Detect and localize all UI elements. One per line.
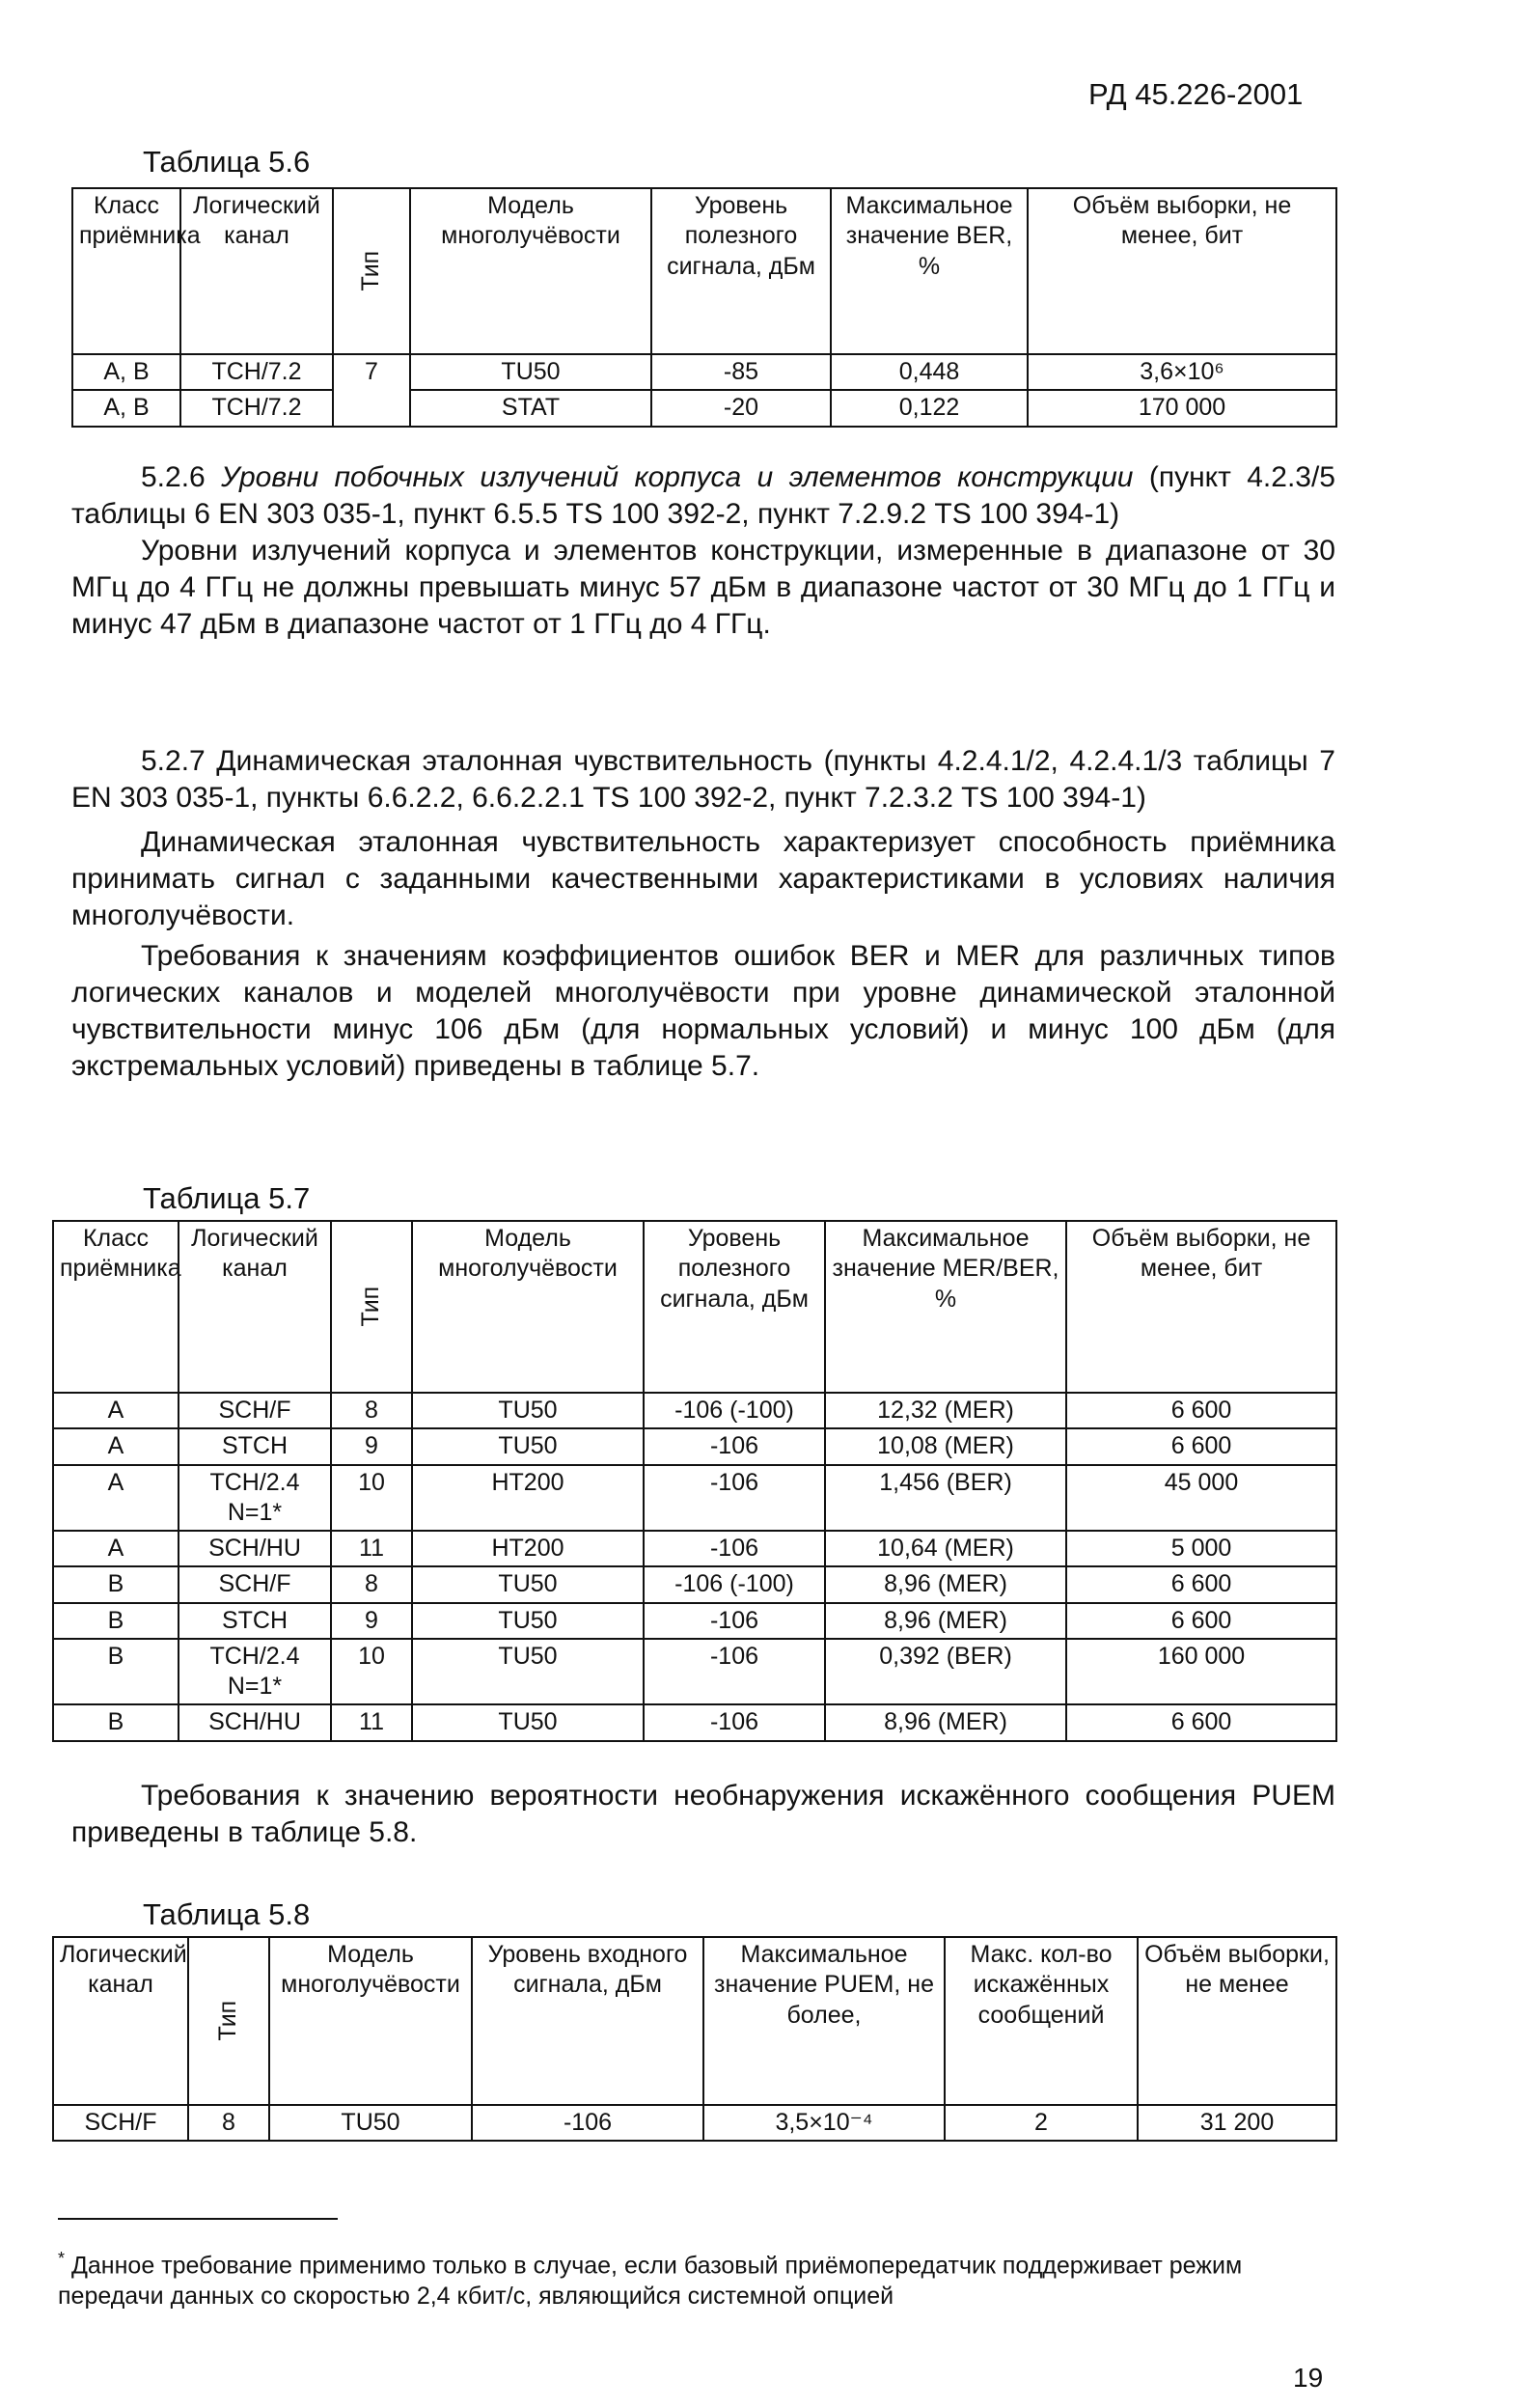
table-row (53, 1704, 1336, 1740)
section-5-2-6-number: 5.2.6 (141, 461, 206, 493)
table-5-6-header-level: Уровень полезного сигнала, дБм (651, 188, 831, 354)
puem-text: Требования к значению вероятности необнаружения искажённого сообщения PUEM приведены в таблице 5.8. (71, 1780, 1335, 1848)
table-5-6-header-ber: Максимальное значение BER, % (831, 188, 1028, 354)
table-row (72, 354, 1336, 390)
table-5-7-header-model: Модель многолучёвости (412, 1221, 644, 1393)
table-cell: SCH/F (179, 1393, 331, 1428)
table-cell: 10,64 (MER) (825, 1531, 1066, 1566)
table-cell: 9 (331, 1603, 412, 1639)
table-cell: B (53, 1603, 179, 1639)
table-cell: 8 (331, 1393, 412, 1428)
table-row (53, 1428, 1336, 1464)
table-5-7 (52, 1220, 1337, 1742)
table-cell: 10,08 (MER) (825, 1428, 1066, 1464)
table-cell: TU50 (412, 1704, 644, 1740)
table-cell: TU50 (412, 1393, 644, 1428)
table-cell: TU50 (412, 1639, 644, 1705)
table-cell: -106 (472, 2105, 703, 2141)
table-5-8-header-max-messages: Макс. кол-во искажённых сообщений (945, 1937, 1138, 2105)
table-5-8-header-model: Модель многолучёвости (269, 1937, 472, 2105)
table-cell: 0,122 (831, 390, 1028, 426)
table-cell: SCH/HU (179, 1531, 331, 1566)
table-cell: 10 (331, 1465, 412, 1532)
table-5-8-header-puem: Максимальное значение PUEM, не более, (703, 1937, 945, 2105)
section-5-2-6-refs: (пункт 4.2.3/5 таблицы 6 EN 303 035-1, пункт 6.5.5 TS 100 392-2, пункт 7.2.9.2 TS 100 394-1) (71, 461, 1335, 530)
section-5-2-6-title: Уровни побочных излучений корпуса и элементов конструкции (221, 461, 1134, 493)
section-5-2-7-heading: 5.2.7 Динамическая эталонная чувствительность (пункты 4.2.4.1/2, 4.2.4.1/3 таблицы 7 EN 303 035-1, пункты 6.6.2.2, 6.6.2.2.1 TS 100 392-2, пункт 7.2.3.2 TS 100 394-1) (71, 745, 1335, 814)
table-cell: STCH (179, 1428, 331, 1464)
table-cell: 3,6×10⁶ (1028, 354, 1336, 390)
table-cell: -106 (644, 1639, 825, 1705)
table-cell: 8,96 (MER) (825, 1566, 1066, 1602)
table-cell: 0,392 (BER) (825, 1639, 1066, 1705)
table-5-6 (71, 187, 1337, 428)
table-cell: 8 (331, 1566, 412, 1602)
table-cell: TU50 (410, 354, 651, 390)
section-5-2-6-body: Уровни излучений корпуса и элементов конструкции, измеренные в диапазоне от 30 МГц до 4 ГГц не должны превышать минус 57 дБм в диапазоне частот от 30 МГц до 1 ГГц и минус 47 дБм в диапазоне частот от 1 ГГц до 4 ГГц. (71, 535, 1335, 640)
table-cell: A (53, 1465, 179, 1532)
table-cell: 8,96 (MER) (825, 1603, 1066, 1639)
table-cell: 6 600 (1066, 1393, 1336, 1428)
table-5-7-header-channel: Логический канал (179, 1221, 331, 1393)
table-cell: 12,32 (MER) (825, 1393, 1066, 1428)
section-5-2-7-para-1: Динамическая эталонная чувствительность характеризует способность приёмника принимать сигнал с заданными качественными характеристиками в условиях наличия многолучёвости. (71, 826, 1335, 931)
table-row (72, 390, 1336, 426)
footnote (58, 2243, 1341, 2311)
table-row (53, 1639, 1336, 1705)
table-cell: A (53, 1393, 179, 1428)
table-row (53, 1393, 1336, 1428)
table-cell: 11 (331, 1531, 412, 1566)
table-5-8 (52, 1936, 1337, 2142)
table-cell: TCH/2.4 N=1* (179, 1465, 331, 1532)
table-cell: -106 (-100) (644, 1566, 825, 1602)
table-cell: A, B (72, 354, 180, 390)
table-5-7-body (53, 1393, 1336, 1741)
table-cell: TU50 (269, 2105, 472, 2141)
table-5-6-caption: Таблица 5.6 (143, 145, 311, 179)
section-5-2-7-para-2: Требования к значениям коэффициентов ошибок BER и MER для различных типов логических каналов и моделей многолучёвости при уровне динамической эталонной чувствительности минус 106 дБм (для нормальных условий) и минус 100 дБм (для экстремальных условий) приведены в таблице 5.7. (71, 940, 1335, 1082)
table-5-6-header-type-label: Тип (357, 251, 385, 291)
table-cell: 6 600 (1066, 1428, 1336, 1464)
table-cell: -106 (-100) (644, 1393, 825, 1428)
table-5-7-header-mer-ber: Максимальное значение MER/BER, % (825, 1221, 1066, 1393)
table-cell: -106 (644, 1428, 825, 1464)
section-5-2-7 (71, 743, 1335, 1085)
table-5-6-header-class: Класс приёмника (72, 188, 180, 354)
page-number: 19 (1293, 2363, 1324, 2393)
footnote-mark: * (58, 2249, 66, 2268)
table-cell: 2 (945, 2105, 1138, 2141)
table-cell: SCH/F (179, 1566, 331, 1602)
table-cell: B (53, 1639, 179, 1705)
table-row (53, 2105, 1336, 2141)
table-cell: A, B (72, 390, 180, 426)
footnote-text: Данное требование применимо только в случае, если базовый приёмопередатчик поддерживает режим передачи данных со скоростью 2,4 кбит/с, являющийся системной опцией (58, 2252, 1243, 2311)
table-cell: A (53, 1428, 179, 1464)
table-5-8-header-sample: Объём выборки, не менее (1138, 1937, 1336, 2105)
table-cell: 11 (331, 1704, 412, 1740)
table-cell: 45 000 (1066, 1465, 1336, 1532)
table-cell: TU50 (412, 1428, 644, 1464)
puem-paragraph (71, 1778, 1335, 1851)
table-cell: 6 600 (1066, 1566, 1336, 1602)
table-cell: 3,5×10⁻⁴ (703, 2105, 945, 2141)
table-5-6-header-type (333, 188, 410, 354)
table-5-6-header-channel: Логический канал (180, 188, 333, 354)
table-cell: -20 (651, 390, 831, 426)
table-cell: 160 000 (1066, 1639, 1336, 1705)
table-cell: 8,96 (MER) (825, 1704, 1066, 1740)
table-cell: 5 000 (1066, 1531, 1336, 1566)
table-5-7-header-type-label: Тип (357, 1287, 385, 1327)
table-5-7-header-sample: Объём выборки, не менее, бит (1066, 1221, 1336, 1393)
table-cell: 9 (331, 1428, 412, 1464)
table-5-7-header-class: Класс приёмника (53, 1221, 179, 1393)
table-5-8-header-channel: Логический канал (53, 1937, 188, 2105)
table-5-6-header-model: Модель многолучёвости (410, 188, 651, 354)
table-cell: SCH/F (53, 2105, 188, 2141)
table-cell: HT200 (412, 1465, 644, 1532)
table-5-7-header-level: Уровень полезного сигнала, дБм (644, 1221, 825, 1393)
table-cell: TU50 (412, 1566, 644, 1602)
table-row (53, 1603, 1336, 1639)
table-row (53, 1566, 1336, 1602)
table-cell: 7 (333, 354, 410, 427)
table-cell: 6 600 (1066, 1704, 1336, 1740)
section-5-2-6-heading (71, 459, 1335, 533)
table-cell: A (53, 1531, 179, 1566)
table-5-6-header-sample: Объём выборки, не менее, бит (1028, 188, 1336, 354)
table-cell: -106 (644, 1603, 825, 1639)
table-cell: 0,448 (831, 354, 1028, 390)
table-cell: B (53, 1566, 179, 1602)
table-cell: B (53, 1704, 179, 1740)
table-row (53, 1465, 1336, 1532)
table-cell: STCH (179, 1603, 331, 1639)
table-cell: -106 (644, 1704, 825, 1740)
table-cell: TCH/2.4 N=1* (179, 1639, 331, 1705)
document-number: РД 45.226-2001 (1088, 77, 1304, 111)
table-cell: -85 (651, 354, 831, 390)
table-cell: -106 (644, 1465, 825, 1532)
table-5-8-header-level: Уровень входного сигнала, дБм (472, 1937, 703, 2105)
table-cell: STAT (410, 390, 651, 426)
table-row (53, 1531, 1336, 1566)
footnote-separator (58, 2218, 338, 2220)
table-5-7-caption: Таблица 5.7 (143, 1181, 311, 1215)
table-cell: TU50 (412, 1603, 644, 1639)
table-cell: TCH/7.2 (180, 390, 333, 426)
table-cell: 6 600 (1066, 1603, 1336, 1639)
table-cell: SCH/HU (179, 1704, 331, 1740)
table-cell: HT200 (412, 1531, 644, 1566)
table-cell: 8 (188, 2105, 269, 2141)
table-cell: 1,456 (BER) (825, 1465, 1066, 1532)
table-cell: -106 (644, 1531, 825, 1566)
table-cell: TCH/7.2 (180, 354, 333, 390)
table-cell: 31 200 (1138, 2105, 1336, 2141)
section-5-2-6 (71, 459, 1335, 643)
table-5-8-header-type (188, 1937, 269, 2105)
table-5-7-header-type (331, 1221, 412, 1393)
table-5-8-caption: Таблица 5.8 (143, 1897, 311, 1931)
table-5-8-header-type-label: Тип (214, 2001, 242, 2041)
table-cell: 170 000 (1028, 390, 1336, 426)
table-cell: 10 (331, 1639, 412, 1705)
